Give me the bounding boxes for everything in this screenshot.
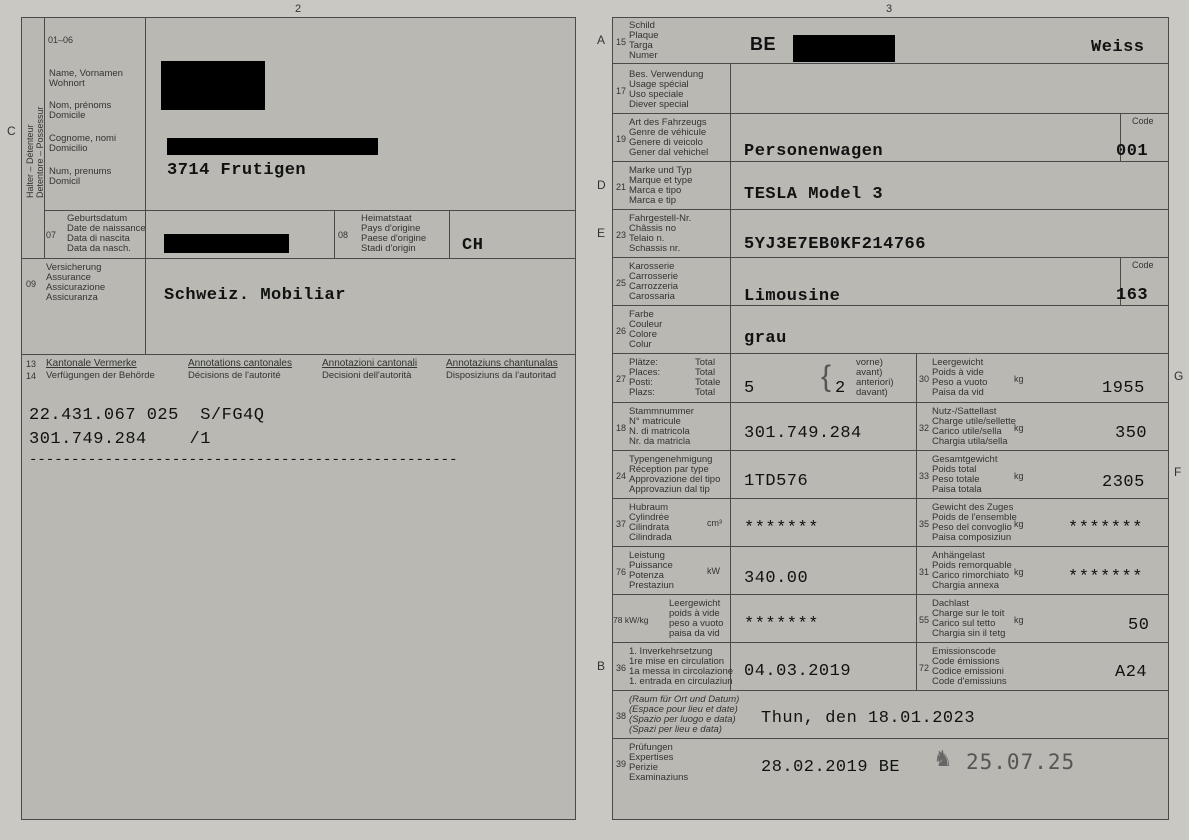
page-number-right: 3 (886, 3, 893, 15)
annotation-dashes: --------------------------------------------------- (29, 452, 458, 468)
heimat-number: 08 (338, 230, 349, 240)
payload-number: 32 (919, 423, 930, 433)
make-number: 21 (616, 182, 627, 192)
body-code-label: Code (1132, 260, 1154, 270)
total-weight-number: 33 (919, 471, 930, 481)
birth-labels: Geburtsdatum Date de naissance Data di nascita Data da nasch. (67, 213, 146, 254)
empty-weight-value: 1955 (1102, 379, 1145, 398)
trailer-labels: Anhängelast Poids remorquable Carico rimorchiato Chargia annexa (932, 550, 1012, 591)
annotation-line-2: 301.749.284 /1 (29, 430, 211, 449)
kant-verfuegungen: Verfügungen der Behörde (46, 370, 155, 381)
emissions-value: A24 (1115, 663, 1148, 682)
body-code: 163 (1116, 286, 1149, 305)
power-labels: Leistung Puissance Potenza Prestaziun (629, 550, 674, 591)
seats-total-labels: Total Total Totale Total (695, 357, 721, 398)
stamm-value: 301.749.284 (744, 424, 862, 443)
place-date-labels: (Raum für Ort und Datum) (Espace pour lieu et date) (Spazio per luogo e data) (Spazi per lieu e data) (629, 694, 740, 735)
typgen-number: 24 (616, 471, 627, 481)
heimat-labels: Heimatstaat Pays d'origine Paese d'origine Stadi d'origin (361, 213, 427, 254)
body-value: Limousine (744, 287, 841, 306)
ratio-number: 78 kW/kg (613, 615, 649, 625)
train-weight-number: 35 (919, 519, 930, 529)
cognome-labels: Cognome, nomi Domicilio (49, 133, 117, 154)
town-value: 3714 Frutigen (167, 161, 307, 180)
color-number: 26 (616, 326, 627, 336)
type-value: Personenwagen (744, 142, 884, 161)
train-weight-value: ******* (1068, 519, 1143, 538)
power-number: 76 (616, 567, 627, 577)
seats-value: 5 (744, 379, 755, 398)
redacted-plate (793, 35, 895, 62)
page-number-left: 2 (295, 3, 302, 15)
left-page (21, 17, 576, 820)
insurance-labels: Versicherung Assurance Assicurazione Assicuranza (46, 262, 106, 303)
hub-value: ******* (744, 519, 819, 538)
exam-value: 28.02.2019 BE (761, 758, 901, 777)
name-labels: Name, Vornamen Wohnort (49, 68, 123, 89)
kant-decisioni: Decisioni dell'autorità (322, 370, 412, 381)
typgen-value: 1TD576 (744, 472, 809, 491)
num-labels: Num, prenums Domicil (49, 166, 112, 187)
total-weight-value: 2305 (1102, 473, 1145, 492)
margin-letter-b: B (597, 659, 606, 673)
section-0106: 01–06 (48, 35, 74, 45)
kant-annotazioni: Annotazioni cantonali (322, 358, 418, 369)
margin-letter-f: F (1174, 465, 1182, 479)
insurance-number: 09 (26, 279, 37, 289)
hub-number: 37 (616, 519, 627, 529)
type-code: 001 (1116, 142, 1149, 161)
first-reg-number: 36 (616, 663, 627, 673)
margin-letter-e: E (597, 226, 606, 240)
holder-vertical-label: Halter – Détenteur Detentore – Possessur (25, 106, 45, 198)
redacted-address (167, 138, 378, 155)
right-page (612, 17, 1169, 820)
vin-value: 5YJ3E7EB0KF214766 (744, 235, 926, 254)
train-weight-unit: kg (1014, 519, 1024, 529)
redacted-name (161, 61, 265, 110)
ratio-value: ******* (744, 615, 819, 634)
empty-weight-unit: kg (1014, 374, 1024, 384)
field-14: 14 (26, 371, 37, 381)
first-reg-value: 04.03.2019 (744, 662, 852, 681)
exam-number: 39 (616, 759, 627, 769)
empty-weight-number: 30 (919, 374, 930, 384)
heimat-value: CH (462, 236, 484, 255)
vin-labels: Fahrgestell-Nr. Châssis no Telaio n. Schassis nr. (629, 213, 692, 254)
stamm-labels: Stammnummer N° matricule N. di matricola Nr. da matricla (629, 406, 694, 447)
plate-number: 15 (616, 37, 627, 47)
field-13: 13 (26, 359, 37, 369)
nom-labels: Nom, prénoms Domicile (49, 100, 112, 121)
kant-annotations: Annotations cantonales (188, 358, 292, 369)
exam-labels: Prüfungen Expertises Perizie Examinaziuns (629, 742, 689, 783)
roof-number: 55 (919, 615, 930, 625)
payload-labels: Nutz-/Sattellast Charge utile/sellette Carico utile/sella Chargia utila/sella (932, 406, 1016, 447)
kant-vermerke: Kantonale Vermerke (46, 358, 137, 369)
type-number: 19 (616, 134, 627, 144)
body-labels: Karosserie Carrosserie Carrozzeria Carossaria (629, 261, 679, 302)
annotation-line-1: 22.431.067 025 S/FG4Q (29, 406, 265, 425)
train-weight-labels: Gewicht des Zuges Poids de l'ensemble Peso del convoglio Paisa composiziun (932, 502, 1017, 543)
place-date-number: 38 (616, 711, 627, 721)
plate-color: Weiss (1091, 38, 1145, 57)
vin-number: 23 (616, 230, 627, 240)
trailer-number: 31 (919, 567, 930, 577)
ratio-labels: Leergewicht poids à vide peso a vuoto paisa da vid (669, 598, 724, 639)
redacted-birthdate (164, 234, 289, 253)
power-value: 340.00 (744, 569, 809, 588)
roof-value: 50 (1128, 616, 1150, 635)
stamp-emblem-icon: ♞ (933, 746, 953, 771)
seats-front-value: 2 (835, 379, 846, 398)
color-value: grau (744, 329, 787, 348)
trailer-unit: kg (1014, 567, 1024, 577)
kant-annotaziuns: Annotaziuns chantunalas (446, 358, 558, 369)
typgen-labels: Typengenehmigung Réception par type Approvazione del tipo Approvaziun dal tip (629, 454, 721, 495)
kant-decisions: Décisions de l'autorité (188, 370, 281, 381)
emissions-number: 72 (919, 663, 930, 673)
stamm-number: 18 (616, 423, 627, 433)
margin-letter-c: C (7, 124, 16, 138)
use-number: 17 (616, 86, 627, 96)
hub-labels: Hubraum Cylindrée Cilindrata Cilindrada (629, 502, 672, 543)
seats-labels: Plätze: Places: Posti: Plazs: (629, 357, 661, 398)
margin-letter-a: A (597, 33, 606, 47)
trailer-value: ******* (1068, 568, 1143, 587)
kant-disposiziuns: Disposiziuns da l'autoritad (446, 370, 557, 381)
seats-front-labels: vorne) avant) anteriori) davant) (856, 357, 894, 398)
emissions-labels: Emissionscode Code émissions Codice emissioni Code d'emissiuns (932, 646, 1007, 687)
power-unit: kW (707, 566, 720, 576)
make-value: TESLA Model 3 (744, 185, 884, 204)
insurance-value: Schweiz. Mobiliar (164, 286, 346, 305)
plate-canton: BE (750, 34, 777, 54)
payload-value: 350 (1115, 424, 1148, 443)
seats-number: 27 (616, 374, 627, 384)
type-code-label: Code (1132, 116, 1154, 126)
type-labels: Art des Fahrzeugs Genre de véhicule Genere di veicolo Gener dal vehichel (629, 117, 709, 158)
margin-letter-g: G (1174, 369, 1184, 383)
body-number: 25 (616, 278, 627, 288)
use-labels: Bes. Verwendung Usage spécial Uso speciale Diever special (629, 69, 704, 110)
seats-brace: { (821, 360, 832, 393)
roof-unit: kg (1014, 615, 1024, 625)
birth-number: 07 (46, 230, 57, 240)
total-weight-labels: Gesamtgewicht Poids total Peso totale Paisa totala (932, 454, 998, 495)
stamp-date: 25.07.25 (966, 750, 1076, 774)
color-labels: Farbe Couleur Colore Colur (629, 309, 663, 350)
place-date-value: Thun, den 18.01.2023 (761, 709, 976, 728)
total-weight-unit: kg (1014, 471, 1024, 481)
payload-unit: kg (1014, 423, 1024, 433)
hub-unit: cm³ (707, 518, 722, 528)
plate-labels: Schild Plaque Targa Numer (629, 20, 659, 61)
first-reg-labels: 1. Inverkehrsetzung 1re mise en circulation 1a messa in circolazione 1. entrada en circulaziun (629, 646, 734, 687)
empty-weight-labels: Leergewicht Poids à vide Peso a vuoto Paisa da vid (932, 357, 988, 398)
make-labels: Marke und Typ Marque et type Marca e tipo Marca e tip (629, 165, 693, 206)
margin-letter-d: D (597, 178, 606, 192)
roof-labels: Dachlast Charge sur le toit Carico sul tetto Chargia sin il tetg (932, 598, 1006, 639)
